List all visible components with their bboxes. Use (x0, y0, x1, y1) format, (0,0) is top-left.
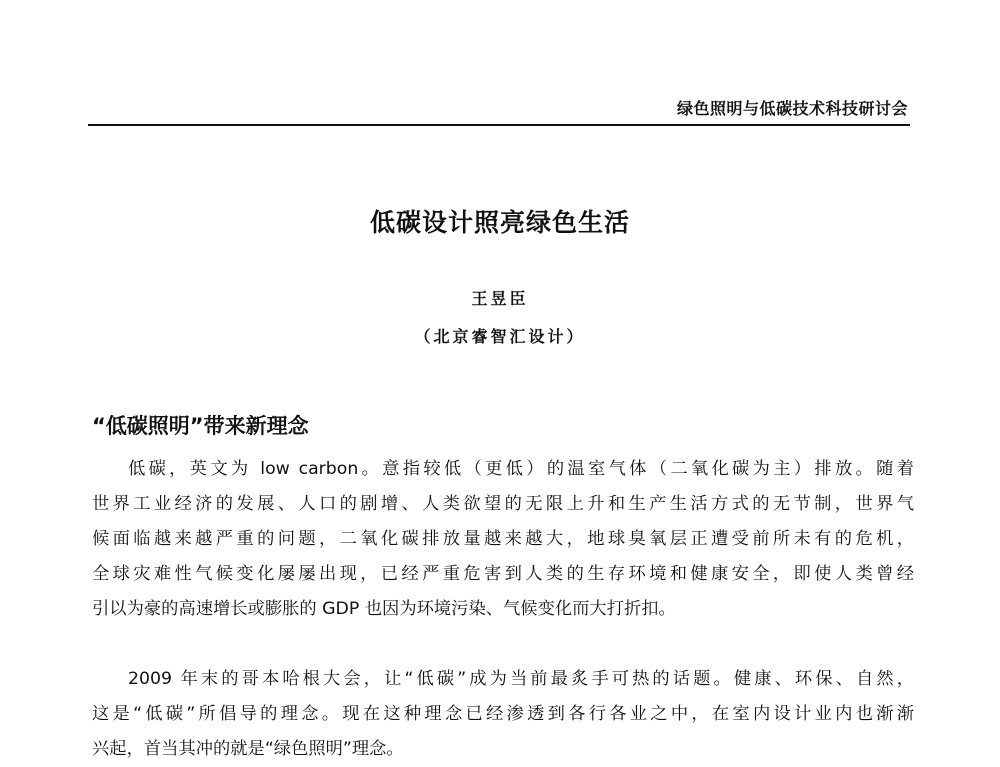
section-heading: “低碳照明”带来新理念 (92, 414, 309, 438)
author-affiliation: （北京睿智汇设计） (414, 327, 586, 346)
paragraph-2 (92, 662, 914, 767)
paragraph-line: 兴起，首当其冲的就是“绿色照明”理念。 (92, 739, 404, 759)
paragraph-1 (92, 452, 914, 627)
paragraph-line: 候面临越来越严重的问题，二氧化碳排放量越来越大，地球臭氧层正遭受前所未有的危机， (92, 529, 914, 549)
running-header: 绿色照明与低碳技术科技研讨会 (676, 99, 908, 118)
paragraph-line: 2009 年末的哥本哈根大会，让“低碳”成为当前最炙手可热的话题。健康、环保、自然， (128, 669, 914, 689)
paragraph-line: 全球灾难性气候变化屡屡出现，已经严重危害到人类的生存环境和健康安全，即使人类曾经 (92, 564, 914, 584)
author-name: 王昱臣 (471, 289, 529, 308)
paragraph-line: 这是“低碳”所倡导的理念。现在这种理念已经渗透到各行各业之中，在室内设计业内也渐渐 (92, 704, 914, 724)
paragraph-line: 世界工业经济的发展、人口的剧增、人类欲望的无限上升和生产生活方式的无节制，世界气 (92, 494, 914, 514)
paragraph-line: 引以为豪的高速增长或膨胀的 GDP 也因为环境污染、气候变化而大打折扣。 (92, 599, 676, 619)
paragraph-line: 低碳，英文为 low carbon。意指较低（更低）的温室气体（二氧化碳为主）排放。随着 (128, 459, 914, 479)
header-rule (88, 124, 910, 126)
article-title: 低碳设计照亮绿色生活 (369, 208, 630, 237)
